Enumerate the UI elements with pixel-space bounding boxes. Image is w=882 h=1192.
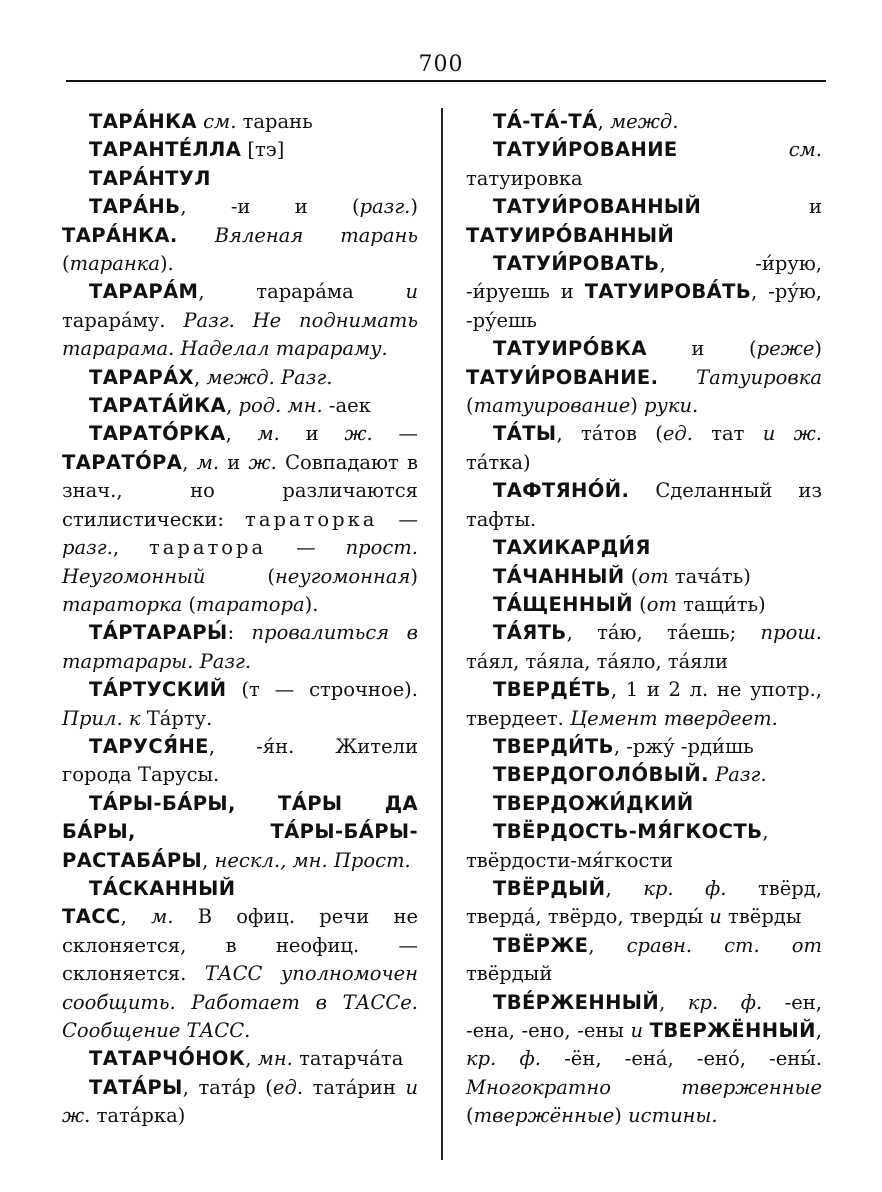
gloss-italic: реже [756, 337, 815, 361]
entry-text: , [226, 394, 239, 418]
entry-text [643, 1019, 650, 1042]
entry-text: ) [614, 1104, 629, 1128]
headword: ТВЁРДОСТЬ-МЯ́ГКОСТЬ [493, 820, 763, 844]
entry-text: , -я́н. Жители города Тарусы. [62, 734, 418, 787]
entry-text: — [377, 507, 419, 531]
headword: ТАТАРЧО́НОК [89, 1047, 246, 1071]
gloss-italic: ед. [272, 1075, 304, 1099]
gloss-italic: и [709, 905, 722, 929]
gloss-italic: разг. [62, 536, 113, 560]
entry-text: ( [62, 252, 70, 276]
gloss-italic: провалиться в тартарары. Разг. [62, 621, 418, 673]
entry-text: , тарара́ма [198, 280, 406, 304]
headword: ТАРАТА́ЙКА [89, 394, 227, 418]
dictionary-entry [62, 676, 418, 733]
spaced-term: таратора [148, 536, 267, 560]
dictionary-entry [62, 619, 418, 676]
gloss-italic: кр. ф. [687, 990, 763, 1014]
dictionary-entry [62, 1074, 418, 1131]
headword: ТАРА́НКА [89, 110, 197, 133]
gloss-italic: от [638, 564, 669, 588]
entry-text: татуировка [466, 166, 583, 190]
entry-text: -аек [322, 394, 371, 418]
entry-text: [тэ] [241, 138, 285, 162]
headword: ТА́ТЫ [493, 422, 557, 446]
entry-text: Сделанный из тафты. [466, 479, 822, 531]
entry-text: твёрдый [466, 962, 553, 986]
entry-text: ) [814, 337, 822, 361]
gloss-italic: см. [196, 110, 237, 133]
headword: ТАРАТО́РА [62, 450, 183, 474]
headword: ТАТУИРОВА́ТЬ [584, 280, 752, 304]
headword: ТВЕРЖЁННЫЙ [649, 1019, 816, 1042]
entry-text: твёрды [721, 905, 802, 929]
headword: ТАРА́НЬ [89, 195, 181, 219]
headword: ТВЕРДОГОЛО́ВЫЙ. [493, 763, 709, 787]
right-column [466, 108, 822, 1131]
left-column [62, 108, 418, 1131]
entry-text: тата́рка) [90, 1104, 186, 1128]
gloss-italic: Татуировка [658, 365, 822, 389]
dictionary-entry [62, 193, 418, 278]
dictionary-entry [466, 676, 822, 733]
entry-text: Та́рту. [140, 706, 213, 730]
dictionary-entry [466, 932, 822, 989]
dictionary-entry [466, 420, 822, 477]
headword: ТАРАРА́Х [89, 365, 194, 389]
dictionary-entry [62, 733, 418, 790]
gloss-italic: Многократно тверженные [466, 1075, 822, 1099]
entry-text: , та́ю, та́ешь; [566, 621, 761, 645]
gloss-italic: и [405, 280, 418, 304]
entry-text: , [815, 1019, 822, 1042]
dictionary-entry [466, 250, 822, 335]
entry-text: ). [159, 252, 174, 276]
dictionary-entry [466, 108, 822, 136]
entry-text: , [605, 876, 644, 900]
gloss-italic: прост. Неугомонный [62, 536, 418, 588]
entry-text: , тата́р ( [182, 1075, 273, 1099]
gloss-italic: твержённые [473, 1104, 615, 1128]
gloss-italic: от [646, 592, 677, 616]
headword: ТАФТЯНО́Й. [493, 479, 630, 503]
dictionary-entry [466, 619, 822, 676]
headword: ТАСС [62, 905, 121, 929]
entry-text: и [701, 195, 822, 219]
page-number: 700 [418, 52, 464, 77]
entry-text: , 1 и 2 л. не употр., твердеет. [466, 678, 822, 730]
gloss-italic: мн. [257, 1047, 293, 1071]
entry-text: , [245, 1047, 258, 1071]
gloss-italic: таранка [69, 252, 160, 276]
gloss-italic: межд. [609, 110, 679, 133]
headword: ТАТУИ́РОВАНИЕ [493, 138, 678, 162]
gloss-italic: ТАСС уполномочен сообщить. Работает в ТАССе. Сообщение ТАСС. [62, 962, 418, 1042]
headword: ТАТУИ́РОВАННЫЙ [493, 195, 702, 219]
entry-text: та́ял, та́яла, та́яло, та́яли [466, 649, 728, 673]
gloss-italic: ж. [344, 422, 373, 446]
gloss-italic: руки. [644, 394, 699, 418]
gloss-italic: м. [151, 905, 174, 929]
dictionary-entry [466, 193, 822, 250]
entry-text: и ( [646, 337, 757, 361]
entry-text: твёрд, тверда́, твёрдо, тверды́ [466, 876, 822, 929]
headword: ТВЕРДОЖИ́ДКИЙ [493, 791, 694, 815]
entry-text: ). [304, 592, 319, 616]
dictionary-entry [466, 591, 822, 619]
headword: ТА́ЧАННЫЙ [493, 564, 625, 588]
entry-text: , [112, 536, 149, 560]
dictionary-entry [466, 335, 822, 420]
headword: ТВЕРДЕ́ТЬ [493, 678, 611, 702]
headword: ТВЕРДИ́ТЬ [493, 734, 614, 758]
entry-text: , -ру́ю, -ру́ешь [466, 280, 822, 332]
headword: ТВЁРЖЕ [493, 933, 589, 957]
entry-text: ) [630, 394, 645, 418]
headword: ТА́СКАННЫЙ [89, 876, 236, 900]
headword: ТА́ЯТЬ [493, 621, 567, 645]
entry-text: , [202, 848, 215, 872]
entry-text: , [659, 990, 688, 1014]
dictionary-entry [466, 761, 822, 789]
entry-text: : [227, 621, 252, 645]
gloss-italic: и ж. [62, 1075, 419, 1128]
gloss-italic: ед. [662, 422, 693, 446]
gloss-italic: ж. [248, 450, 277, 474]
entry-text: и [219, 450, 249, 474]
entry-text: (т — строчное). [226, 678, 418, 702]
gloss-italic: Разг. [708, 763, 767, 787]
headword: ТАРА́НТУЛ [89, 166, 211, 190]
entry-text: — [266, 536, 346, 560]
headword: ТВЕ́РЖЕННЫЙ [493, 990, 660, 1014]
gloss-italic: истины. [628, 1104, 718, 1128]
dictionary-entry [62, 790, 418, 875]
headword: ТАТУИРО́ВАННЫЙ [466, 223, 675, 247]
headword: ТАРАТО́РКА [89, 422, 226, 446]
spaced-term: тараторка [245, 507, 378, 531]
dictionary-entry [466, 733, 822, 761]
gloss-italic: прош. [760, 621, 822, 645]
gloss-italic: таратора [196, 592, 305, 616]
gloss-italic: м. [196, 450, 220, 474]
entry-text: , -и́рую, -и́руешь и [466, 252, 822, 304]
dictionary-entry [466, 790, 822, 818]
header-rule [66, 80, 826, 82]
gloss-italic: м. [257, 422, 280, 446]
headword: ТА́ЩЕННЫЙ [493, 592, 633, 616]
dictionary-entry [62, 364, 418, 392]
entry-text: тата́рин [303, 1075, 406, 1099]
gloss-italic: разг. [359, 195, 411, 219]
entry-text: ( [466, 1104, 474, 1128]
entry-text: тарара́му. [62, 308, 184, 332]
headword: ТАРАРА́М [89, 280, 199, 304]
dictionary-entry [466, 563, 822, 591]
gloss-italic: межд. Разг. [206, 365, 333, 389]
gloss-italic: Прил. к [62, 706, 141, 730]
gloss-italic: кр. ф. [466, 1047, 541, 1071]
headword: ТАТУИРО́ВКА [493, 337, 647, 361]
headword: ТА́РТАРАРЫ́ [89, 621, 228, 645]
headword: ТАРУСЯ́НЕ [89, 734, 209, 758]
entry-text: Совпадают в знач., но различаются стилистически: [62, 450, 418, 531]
gloss-italic: и ж. [762, 422, 822, 446]
entry-text: ( [205, 564, 275, 588]
entry-text: , твёрдости-мя́гкости [466, 820, 769, 872]
entry-text: ( [624, 564, 639, 588]
dictionary-entry [62, 108, 418, 136]
headword: ТАРАНТЕ́ЛЛА [89, 138, 242, 162]
entry-text: -ён, -ена́, -ено́, -ены́. [541, 1047, 822, 1071]
entry-text: , -и и ( [180, 195, 360, 219]
dictionary-entry [62, 1045, 418, 1073]
dictionary-entry [466, 875, 822, 932]
entry-text: , [597, 110, 610, 133]
dictionary-entry [466, 989, 822, 1131]
entry-text: , [120, 905, 152, 929]
dictionary-entry [62, 392, 418, 420]
headword: ТАРА́НКА. [62, 223, 178, 247]
dictionary-entry [62, 165, 418, 193]
headword: ТА́РТУСКИЙ [89, 678, 227, 702]
headword: ТАХИКАРДИ́Я [493, 536, 651, 560]
headword: ТАТА́РЫ [89, 1075, 183, 1099]
gloss-italic: Цемент твердеет. [570, 706, 778, 730]
dictionary-entry [466, 136, 822, 193]
dictionary-entry [62, 903, 418, 1045]
gloss-italic: см. [677, 138, 822, 162]
gloss-italic: сравн. ст. от [626, 933, 822, 957]
entry-text: , [588, 933, 627, 957]
headword: ТАТУИ́РОВАТЬ [493, 252, 660, 276]
gloss-italic: татуирование [473, 394, 631, 418]
dictionary-entry [466, 477, 822, 534]
gloss-italic: нескл., мн. Прост. [214, 848, 411, 872]
dictionary-entry [62, 278, 418, 363]
headword: ТА́-ТА́-ТА́ [493, 110, 598, 133]
entry-text: В офиц. речи не склоняется, в неофиц. — склоняется. [62, 905, 419, 986]
entry-text: , [182, 450, 197, 474]
entry-text: — [372, 422, 418, 446]
dictionary-entry [466, 534, 822, 562]
gloss-italic: кр. ф. [643, 876, 727, 900]
entry-text: тача́ть) [668, 564, 751, 588]
column-divider [441, 108, 443, 1160]
dictionary-entry [62, 136, 418, 164]
entry-text: ) [410, 564, 418, 588]
gloss-italic: и [630, 1019, 644, 1042]
entry-text: и [279, 422, 345, 446]
entry-text: татарча́та [292, 1047, 404, 1071]
gloss-italic: род. мн. [238, 394, 323, 418]
entry-text: , [225, 422, 258, 446]
entry-text: та́тка) [466, 450, 531, 474]
entry-text: , [194, 365, 207, 389]
entry-text: тащи́ть) [676, 592, 766, 616]
gloss-italic: неугомонная [274, 564, 411, 588]
headword: ТВЁРДЫЙ [493, 876, 606, 900]
entry-text: , -ржу́ -рди́шь [613, 734, 754, 758]
entry-text: ( [182, 592, 197, 616]
gloss-italic: тараторка [62, 592, 183, 616]
entry-text: тарань [236, 110, 313, 133]
entry-text: тат [692, 422, 763, 446]
headword: ТАТУИ́РОВАНИЕ. [466, 365, 659, 389]
gloss-italic: Разг. Не поднимать тарарама. Наделал тарараму. [62, 308, 419, 361]
gloss-italic: Вяленая тарань [177, 223, 418, 247]
dictionary-entry [62, 420, 418, 619]
headword: ТА́РЫ-БА́РЫ, ТА́РЫ ДА БА́РЫ, ТА́РЫ-БА́РЫ-РАСТАБА́РЫ [62, 791, 418, 872]
dictionary-entry [62, 875, 418, 903]
entry-text: ) [410, 195, 418, 219]
entry-text: , та́тов ( [556, 422, 663, 446]
entry-text: ( [632, 592, 647, 616]
dictionary-entry [466, 818, 822, 875]
entry-text: -ен, -ена, -ено, -ены [466, 990, 822, 1042]
entry-text: ( [466, 394, 474, 418]
